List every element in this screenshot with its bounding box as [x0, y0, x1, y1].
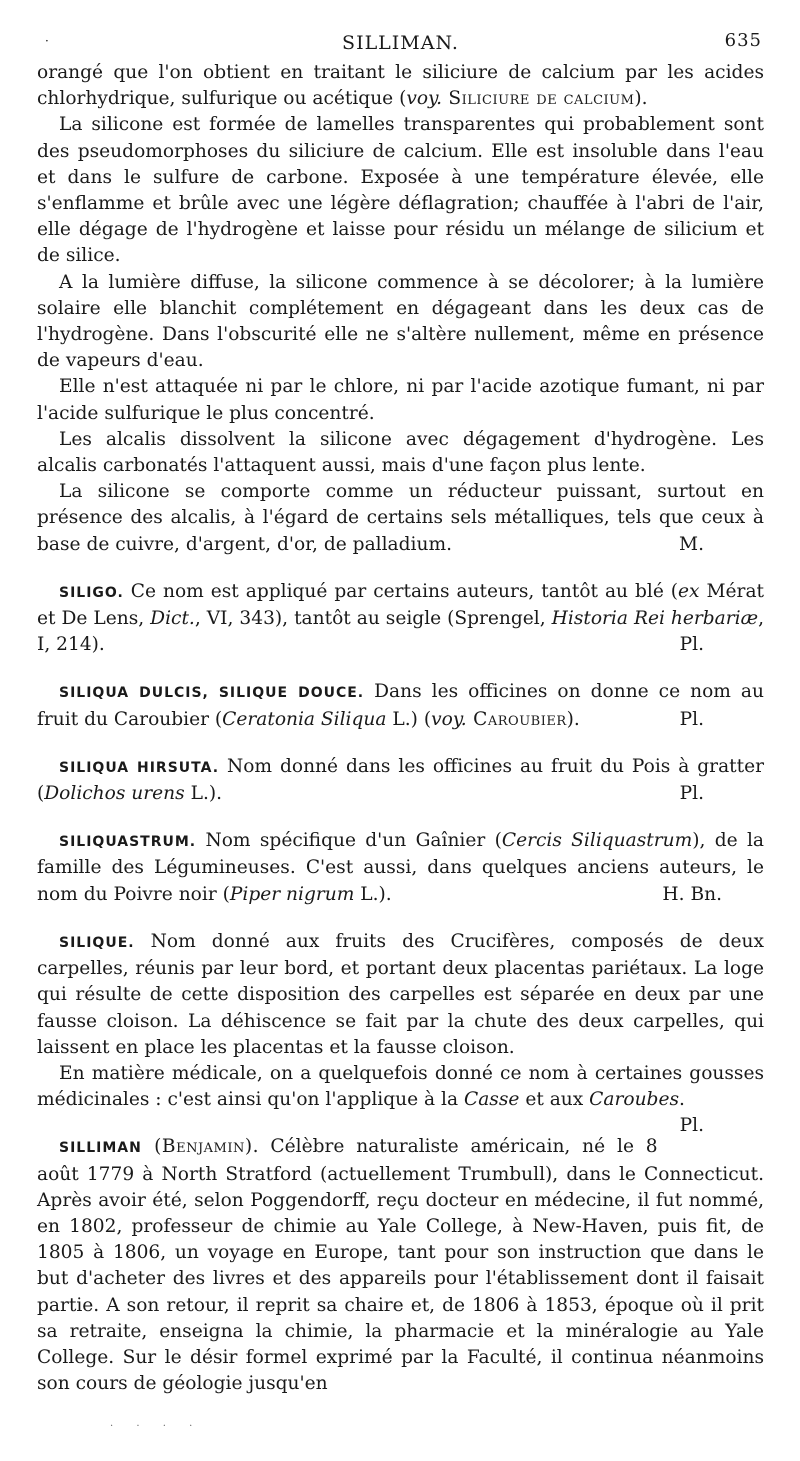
entry-headword: SILIQUASTRUM. — [59, 834, 197, 851]
running-header — [37, 30, 764, 60]
header-mark: · — [45, 34, 50, 48]
entry-silliman: SILLIMAN (Benjamin). Célèbre naturaliste américain, né le 8 août 1779 à North Stratford (actuellement Trumbull), dans le Connecticut. Après avoir été, selon Poggendorff, reçu docteur en médecine, il fut nommé, en 1802, professeur de chimie au Yale College, à New-Haven, puis fit, de 1805 à 1806, un voyage en Europe, tant pour son instruction que dans le but d'acheter des livres et des appareils pour l'établissement dont il faisait partie. A son retour, il reprit sa chaire et, de 1806 à 1853, époque où il prit sa retraite, enseigna la chimie, la pharmacie et la minéralogie au Yale College. Sur le désir formel exprimé par la Faculté, il continua néanmoins son cours de géologie jusqu'en — [37, 1136, 764, 1395]
document-page — [37, 30, 764, 1397]
author-signature: H. Bn. — [662, 883, 722, 905]
author-signature: Pl. — [679, 1115, 704, 1137]
entry-siliquastrum: SILIQUASTRUM. Nom spécifique d'un Gaînier (Cercis Siliquastrum), de la famille des Légumineuses. C'est aussi, dans quelques anciens auteurs, le nom du Poivre noir (Piper nigrum L.). H. Bn. — [37, 828, 764, 908]
page-title: SILLIMAN. — [342, 32, 459, 54]
entry-headword: SILIQUA DULCIS, SILIQUE DOUCE. — [59, 685, 365, 702]
author-signature: Pl. — [679, 634, 704, 656]
silicone-paragraph-1: orangé que l'on obtient en traitant le siliciure de calcium par les acides chlorhydrique, sulfurique ou acétique (voy. Siliciure de calcium). — [37, 62, 764, 110]
author-signature: Pl. — [679, 708, 704, 730]
entry-headword: SILIGO. — [59, 584, 124, 601]
entry-headword: SILIQUE. — [59, 934, 135, 951]
entry-headword: SILIQUA HIRSUTA. — [59, 759, 220, 776]
silicone-paragraph-4: Elle n'est attaquée ni par le chlore, ni par l'acide azotique fumant, ni par l'acide sulfurique le plus concentré. — [37, 376, 764, 424]
silique-paragraph-2: En matière médicale, on a quelquefois donné ce nom à certaines gousses médicinales : c'est ainsi qu'on l'applique à la Casse et aux Caroubes. Pl. — [37, 1061, 764, 1113]
page-number: 635 — [724, 30, 762, 51]
author-signature: M. — [679, 533, 704, 555]
entry-siliqua-dulcis: SILIQUA DULCIS, SILIQUE DOUCE. Dans les officines on donne ce nom au fruit du Caroubier (Ceratonia Siliqua L.) (voy. Caroubier). Pl. — [37, 679, 764, 732]
silicone-paragraph-6: La silicone se comporte comme un réducteur puissant, surtout en présence des alcalis, à l'égard de certains sels métalliques, tels que ceux à base de cuivre, d'argent, d'or, de palladium. M. — [37, 479, 764, 558]
entry-silique: SILIQUE. Nom donné aux fruits des Crucifères, composés de deux carpelles, réunis par leur bord, et portant deux placentas pariétaux. La loge qui résulte de cette disposition des carpelles est séparée en deux par une fausse cloison. La déhiscence se fait par la chute des deux carpelles, qui laissent en place les placentas et la fausse cloison. — [37, 930, 764, 1058]
silicone-paragraph-5: Les alcalis dissolvent la silicone avec dégagement d'hydrogène. Les alcalis carbonatés l'attaquent aussi, mais d'une façon plus lente. — [37, 428, 764, 477]
page-body — [37, 60, 764, 1397]
silicone-paragraph-3: A la lumière diffuse, la silicone commence à se décolorer; à la lumière solaire elle blanchit complétement en dégageant dans les deux cas de l'hydrogène. Dans l'obscurité elle ne s'altère nullement, même en présence de vapeurs d'eau. — [37, 271, 764, 372]
silicone-paragraph-2: La silicone est formée de lamelles transparentes qui probablement sont des pseudomorphoses du siliciure de calcium. Elle est insoluble dans l'eau et dans le sulfure de carbone. Exposée à une température élevée, elle s'enflamme et brûle avec une légère déflagration; chauffée à l'abri de l'air, elle dégage de l'hydrogène et laisse pour résidu un mélange de silicium et de silice. — [37, 114, 764, 267]
entry-headword: SILLIMAN — [59, 1140, 142, 1157]
entry-siligo: SILIGO. Ce nom est appliqué par certains auteurs, tantôt au blé (ex Mérat et De Lens, Dict., VI, 343), tantôt au seigle (Sprengel, Historia Rei herbariæ, I, 214). Pl. — [37, 579, 764, 659]
author-signature: Pl. — [679, 783, 704, 805]
entry-siliqua-hirsuta: SILIQUA HIRSUTA. Nom donné dans les officines au fruit du Pois à gratter (Dolichos urens L.). Pl. — [37, 754, 764, 807]
page-footer-marks: . . . . — [110, 1418, 203, 1429]
